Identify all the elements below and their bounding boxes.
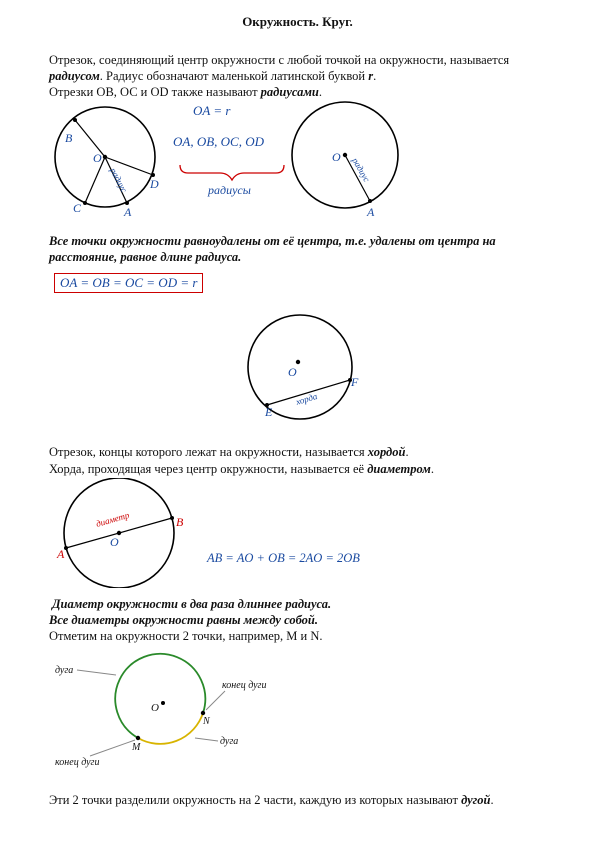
- paragraph-chord: [49, 444, 409, 460]
- point-A-2: [368, 199, 372, 203]
- point-C: [83, 201, 87, 205]
- caption-radii: радиусы: [208, 183, 251, 197]
- paragraph-diameter: [49, 461, 434, 477]
- point-A-4: [64, 546, 68, 550]
- label-O-5: O: [151, 702, 159, 714]
- arc-minor: [138, 713, 203, 744]
- figure-radii: [40, 100, 400, 225]
- label-D: D: [150, 177, 159, 191]
- end-top-arrow: [206, 691, 225, 710]
- figure-diameter: [55, 478, 225, 588]
- point-N: [201, 711, 205, 715]
- arc-def: Эти 2 точки разделили окружность на 2 части, каждую из которых называют: [49, 793, 458, 807]
- period: .: [490, 793, 494, 807]
- mark-points: Отметим на окружности 2 точки, например, M и N.: [49, 629, 323, 643]
- figure-chord: [240, 310, 370, 420]
- term-arc: дугой: [461, 793, 491, 807]
- term-chord: хордой: [367, 445, 406, 459]
- label-N: N: [203, 716, 210, 727]
- radius-def-line1: Отрезок, соединяющий центр окружности с любой точкой на окружности, называется: [49, 53, 510, 67]
- radius-label-fig1: радиус: [108, 166, 130, 194]
- letter-r: r: [368, 69, 374, 83]
- label-M: M: [132, 742, 141, 753]
- paragraph-radius-def: [49, 52, 509, 68]
- term-radius: радиусом: [49, 69, 100, 83]
- diameter-twice-radius: Диаметр окружности в два раза длиннее радиуса.: [52, 597, 332, 611]
- term-radii: радиусами: [260, 85, 319, 99]
- arc-bottom-label: дуга: [220, 736, 239, 747]
- label-A-2: A: [367, 205, 375, 219]
- chord-def: Отрезок, концы которого лежат на окружности, называется: [49, 445, 365, 459]
- equidistant-line1: Все точки окружности равноудалены от её центра, т.е. удалены от центра на: [49, 234, 496, 248]
- term-diameter: диаметром: [367, 462, 431, 476]
- label-A: A: [124, 205, 132, 219]
- center-point-2: [343, 153, 347, 157]
- point-M: [136, 736, 140, 740]
- center-point: [103, 155, 107, 159]
- arc-bottom-arrow: [195, 738, 218, 741]
- center-point-3: [296, 360, 300, 364]
- formula-OA-r: OA = r: [193, 103, 231, 118]
- diameters-equal: Все диаметры окружности равны между собой.: [49, 613, 318, 627]
- period: .: [373, 69, 377, 83]
- arc-top-arrow: [77, 670, 116, 675]
- formula-radii-list: OA, OB, OC, OD: [173, 134, 264, 149]
- formula-box-radii: OA = OB = OC = OD = r: [54, 273, 203, 293]
- label-B-4: B: [176, 515, 184, 529]
- radius-def-line2: . Радиус обозначают маленькой латинской буквой: [99, 69, 366, 83]
- figure-arcs: [50, 648, 300, 773]
- label-F: F: [351, 375, 359, 389]
- period: .: [318, 85, 322, 99]
- radii-text: Отрезки ОВ, ОС и OD также называют: [49, 85, 258, 99]
- point-B-4: [170, 516, 174, 520]
- point-B: [73, 118, 77, 122]
- formula-diameter: AB = AO + OB = 2AO = 2OB: [207, 551, 360, 565]
- end-bottom-arrow: [90, 740, 135, 756]
- label-O: O: [93, 151, 102, 165]
- equidistant-line2: расстояние, равное длине радиуса.: [49, 250, 242, 264]
- label-O-4: O: [110, 535, 119, 549]
- end-bottom-label: конец дуги: [55, 757, 100, 768]
- diameter-def: Хорда, проходящая через центр окружности, называется её: [49, 462, 365, 476]
- paragraph-radii: [49, 84, 322, 100]
- page-title: Окружность. Круг.: [242, 14, 353, 29]
- label-C: C: [73, 201, 82, 215]
- period: .: [405, 445, 409, 459]
- label-A-4: A: [57, 547, 65, 561]
- brace: [180, 165, 284, 180]
- paragraph-arc: [49, 792, 494, 808]
- label-O-2: O: [332, 150, 341, 164]
- paragraph-radius-def-line2: [49, 68, 376, 84]
- chord-label: хорда: [294, 390, 319, 407]
- end-top-label: конец дуги: [222, 680, 267, 691]
- arc-major: [115, 654, 205, 738]
- diameter-label: диаметр: [94, 509, 131, 529]
- radius-label-fig2: радиус: [350, 156, 372, 184]
- label-O-3: O: [288, 365, 297, 379]
- arc-top-label: дуга: [55, 665, 74, 676]
- label-B: B: [65, 131, 73, 145]
- center-point-5: [161, 701, 165, 705]
- period: .: [430, 462, 434, 476]
- label-E: E: [265, 405, 273, 419]
